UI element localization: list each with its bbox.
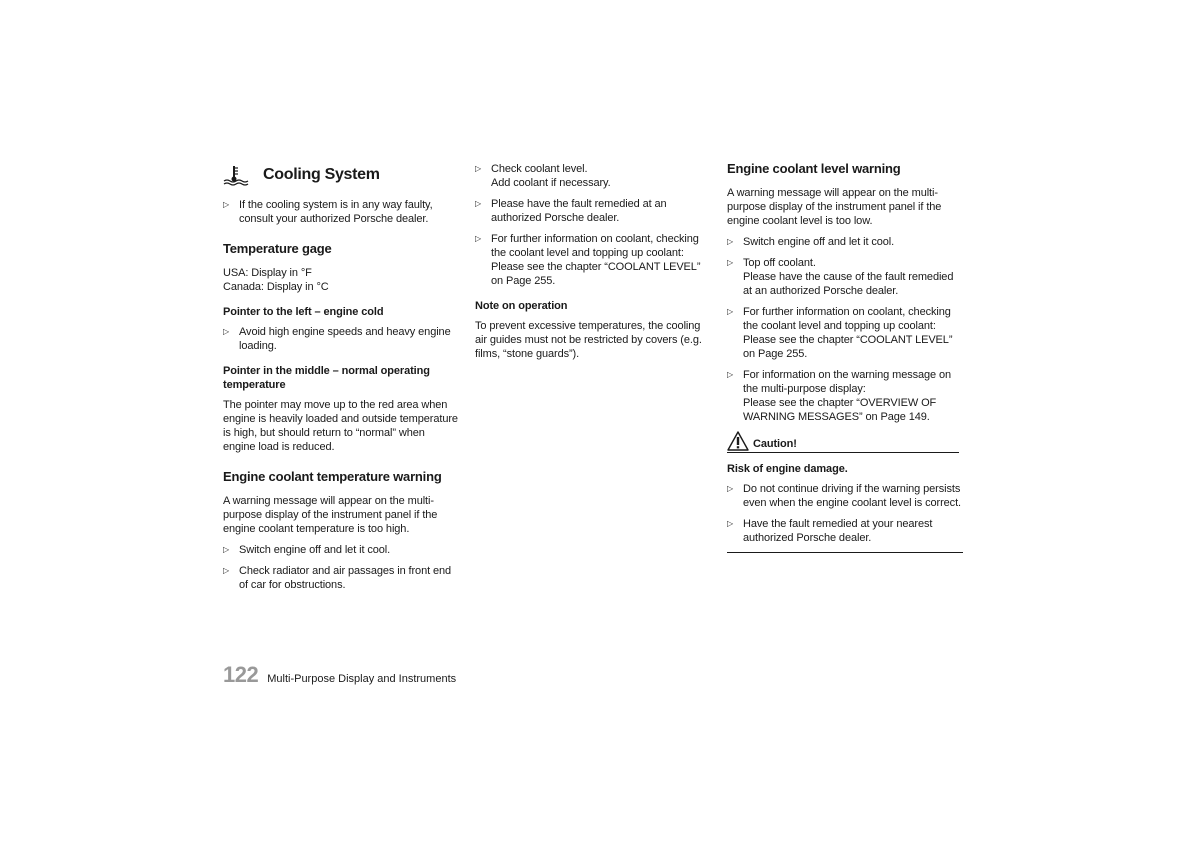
caution-heading: Risk of engine damage. [727,463,848,475]
note-heading: Note on operation [475,300,568,312]
list-item-line: ▷ For information on the warning message on the multi-purpose display: [743,369,952,395]
caution-label: Caution! [753,438,797,450]
list-item-line: Please have the cause of the fault remedied at an authorized Porsche dealer. [743,271,954,297]
chapter-title: Multi-Purpose Display and Instruments [267,673,457,685]
page-footer [223,662,456,688]
list-item-line: Please see the chapter “OVERVIEW OF WARNING MESSAGES” on Page 149. [743,397,937,423]
temperature-units [223,266,460,294]
canada-display-line: Canada: Display in °C [223,281,329,293]
pointer-left-heading: Pointer to the left – engine cold [223,306,384,318]
column-1 [223,160,460,599]
temperature-warning-text: A warning message will appear on the multi-purpose display of the instrument panel if the engine coolant temperature is too high. [223,495,438,535]
caution-header [727,431,959,453]
list-item: ▷ Please have the fault remedied at an authorized Porsche dealer. [475,197,712,225]
level-warning-text: A warning message will appear on the multi-purpose display of the instrument panel if the engine coolant level is too low. [727,187,942,227]
intro-list [223,198,460,226]
temperature-gage-heading: Temperature gage [223,241,332,256]
list-item: ▷ Switch engine off and let it cool. [223,543,460,557]
list-item-line: ▷ For further information on coolant, checking the coolant level and topping up coolant: [743,306,951,332]
list-item [475,232,712,288]
list-item-line: Add coolant if necessary. [491,177,611,189]
temperature-warning-heading: Engine coolant temperature warning [223,469,442,484]
list-item [475,162,712,190]
caution-list [727,482,963,545]
coolant-actions-list [475,162,712,288]
list-item-line: ▷ Check coolant level. [491,163,588,175]
caution-box [727,431,963,553]
temperature-warning-list [223,543,460,592]
list-item [727,368,964,424]
list-item [727,256,964,298]
list-item-line: ▷ For further information on coolant, checking the coolant level and topping up coolant: [491,233,699,259]
list-item-line: ▷ Top off coolant. [743,257,816,269]
column-2 [475,162,712,368]
note-text: To prevent excessive temperatures, the cooling air guides must not be restricted by covers (e.g. films, “stone guards”). [475,320,702,360]
list-item-line: Please see the chapter “COOLANT LEVEL” on Page 255. [491,261,701,287]
coolant-temperature-icon [223,164,249,186]
pointer-left-list [223,325,460,353]
warning-triangle-icon [727,431,749,451]
list-item: ▷ If the cooling system is in any way faulty, consult your authorized Porsche dealer. [223,198,460,226]
list-item: ▷ Avoid high engine speeds and heavy engine loading. [223,325,460,353]
list-item [727,305,964,361]
pointer-middle-heading: Pointer in the middle – normal operating temperature [223,365,430,391]
list-item-line: Please see the chapter “COOLANT LEVEL” on Page 255. [743,334,953,360]
pointer-middle-text: The pointer may move up to the red area when engine is heavily loaded and outside temperature is high, but should return to “normal” when engine load is reduced. [223,399,458,453]
usa-display-line: USA: Display in °F [223,267,312,279]
column-3 [727,162,964,553]
page-number: 122 [223,662,259,687]
level-warning-list [727,235,964,424]
list-item: ▷ Do not continue driving if the warning persists even when the engine coolant level is correct. [727,482,963,510]
list-item: ▷ Check radiator and air passages in front end of car for obstructions. [223,564,460,592]
level-warning-heading: Engine coolant level warning [727,161,901,176]
page-title: Cooling System [263,166,380,183]
list-item: ▷ Switch engine off and let it cool. [727,235,964,249]
list-item: ▷ Have the fault remedied at your nearest authorized Porsche dealer. [727,517,963,545]
section-header [223,164,460,186]
